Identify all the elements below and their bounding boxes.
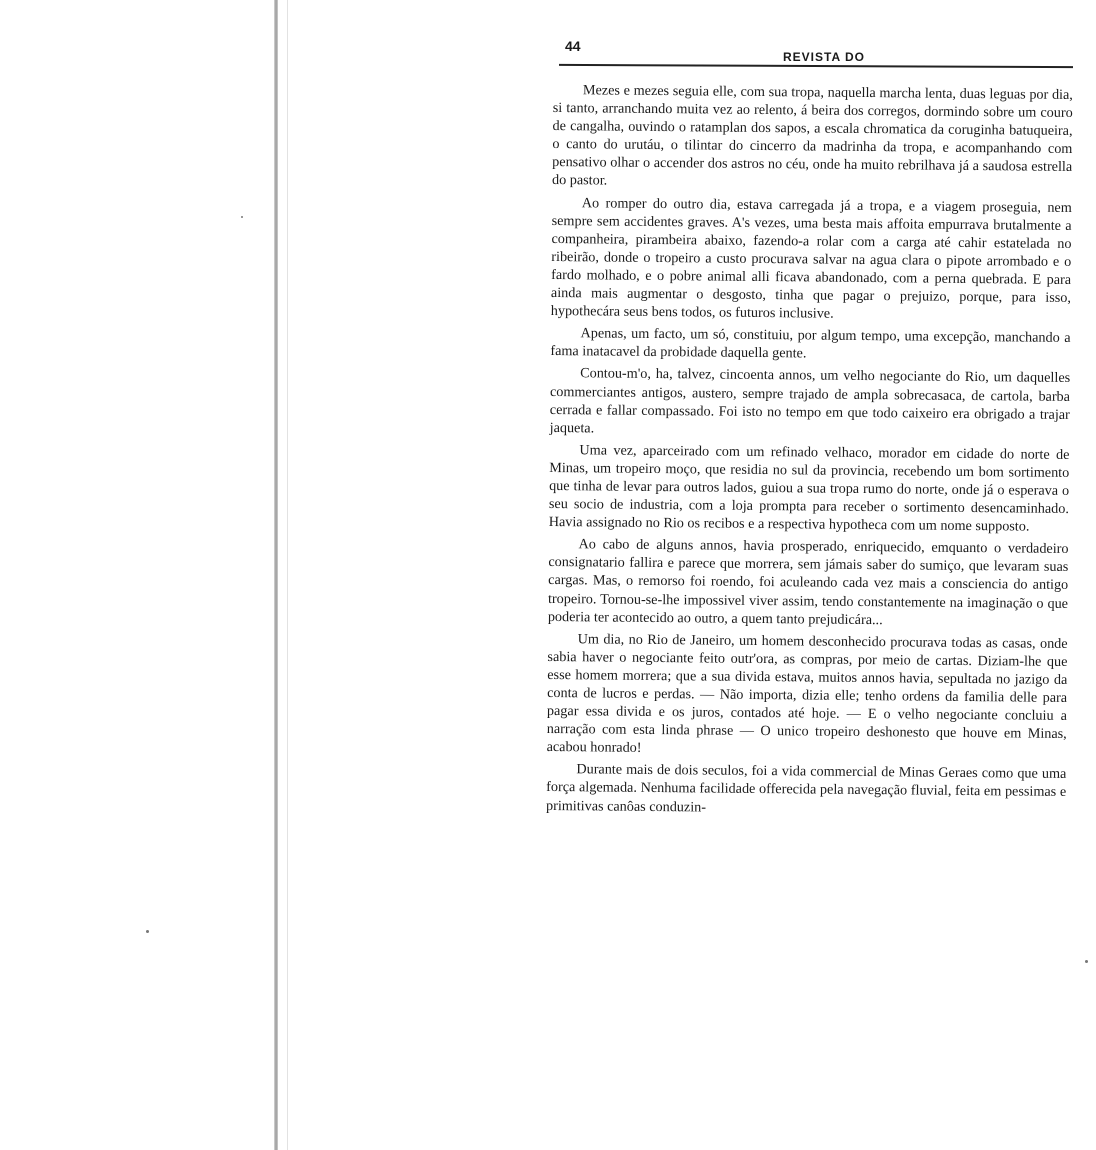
paragraph: Ao cabo de alguns annos, havia prosperado, enriquecido, emquanto o verdadeiro consignatario fallira e parece que morrera, sem jámais saber do sumiço, que levaram suas cargas. Mas, o remorso foi roendo, foi aculeando cada vez mais a consciencia do antigo tropeiro. Tornou-se-lhe impossivel viver assim, tendo constantemente na imaginação o que poderia ter acontecido ao outro, a quem tanto prejudicára...: [547, 536, 1069, 628]
paper-speck: [241, 216, 243, 218]
book-spine-fold: [274, 0, 278, 1150]
body-text: [546, 81, 1073, 824]
page-header: [553, 38, 1073, 64]
spine-shadow-line: [287, 0, 288, 1150]
running-title: REVISTA DO: [783, 50, 866, 64]
paragraph: Ao romper do outro dia, estava carregada já a tropa, e a viagem proseguia, nem sempre sem accidentes graves. A's vezes, uma besta mais affoita empurrava brutalmente a companheira, pirambeira abaixo, fazendo-a rolar com a carga até cahir estatelada no ribeirão, donde o tropeiro a custo procurava salvar na agua clara o pipote arrombado e o fardo molhado, e o pobre animal alli ficava abandonado, com a perna quebrada. E para ainda mais augmentar o desgosto, tinha que pagar o prejuizo, porque, para isso, hypothecára seus bens todos, os futuros inclusive.: [550, 194, 1072, 322]
paper-speck: [1085, 960, 1088, 963]
paper-speck: [146, 930, 149, 933]
paragraph: Uma vez, aparceirado com um refinado velhaco, morador em cidade do norte de Minas, um tropeiro moço, que residia no sul da provincia, recebendo um bom sortimento que tinha de levar para outros lados, guiou a sua tropa rumo do norte, onde já o esperava o seu socio de industria, com a loja prompta para receber o sortimento desencaminhado. Havia assignado no Rio os recibos e a respectiva hypotheca com um nome supposto.: [548, 442, 1070, 535]
page-number: 44: [565, 38, 581, 54]
book-page: [545, 38, 1073, 816]
paragraph: Contou-m'o, ha, talvez, cincoenta annos, um velho negociante do Rio, um daquelles commerciantes antigos, austero, sempre trajado de ampla sobrecasaca, de cartola, barba cerrada e fallar compassado. Foi isto no tempo em que todo caixeiro era obrigado a trajar jaqueta.: [549, 365, 1071, 437]
paragraph: Mezes e mezes seguia elle, com sua tropa, naquella marcha lenta, duas leguas por dia, si tanto, arranchando muita vez ao relento, á beira dos corregos, dormindo sobre um couro de cangalha, ouvindo o ratamplan dos sapos, a escala chromatica da coruginha batuqueira, o canto do urutáu, o tilintar do cincerro da madrinha da tropa, e acompanhando com pensativo olhar o accender dos astros no céu, onde ha muito rebrilhava já a saudosa estrella do pastor.: [551, 82, 1073, 189]
header-rule: [559, 64, 1073, 68]
paragraph: Durante mais de dois seculos, foi a vida commercial de Minas Geraes como que uma força algemada. Nenhuma facilidade offerecida pela navegação fluvial, feita em pessimas e primitivas canôas conduzin-: [545, 761, 1067, 816]
paragraph: Apenas, um facto, um só, constituiu, por algum tempo, uma excepção, manchando a fama inatacavel da probidade daquella gente.: [550, 325, 1071, 362]
paragraph: Um dia, no Rio de Janeiro, um homem desconhecido procurava todas as casas, onde sabia haver o negociante feito outr'ora, as compras, por meio de cartas. Diziam-lhe que esse homem morrera; que a sua divida estava, muitos annos havia, sepultada no jazigo da conta de lucros e perdas. — Não importa, dizia elle; tenho ordens da familia delle para pagar essa divida e os juros, contados até hoje. — E o velho negociante concluiu a narração com esta linda phrase — O unico tropeiro deshonesto que houve em Minas, acabou honrado!: [546, 630, 1068, 757]
